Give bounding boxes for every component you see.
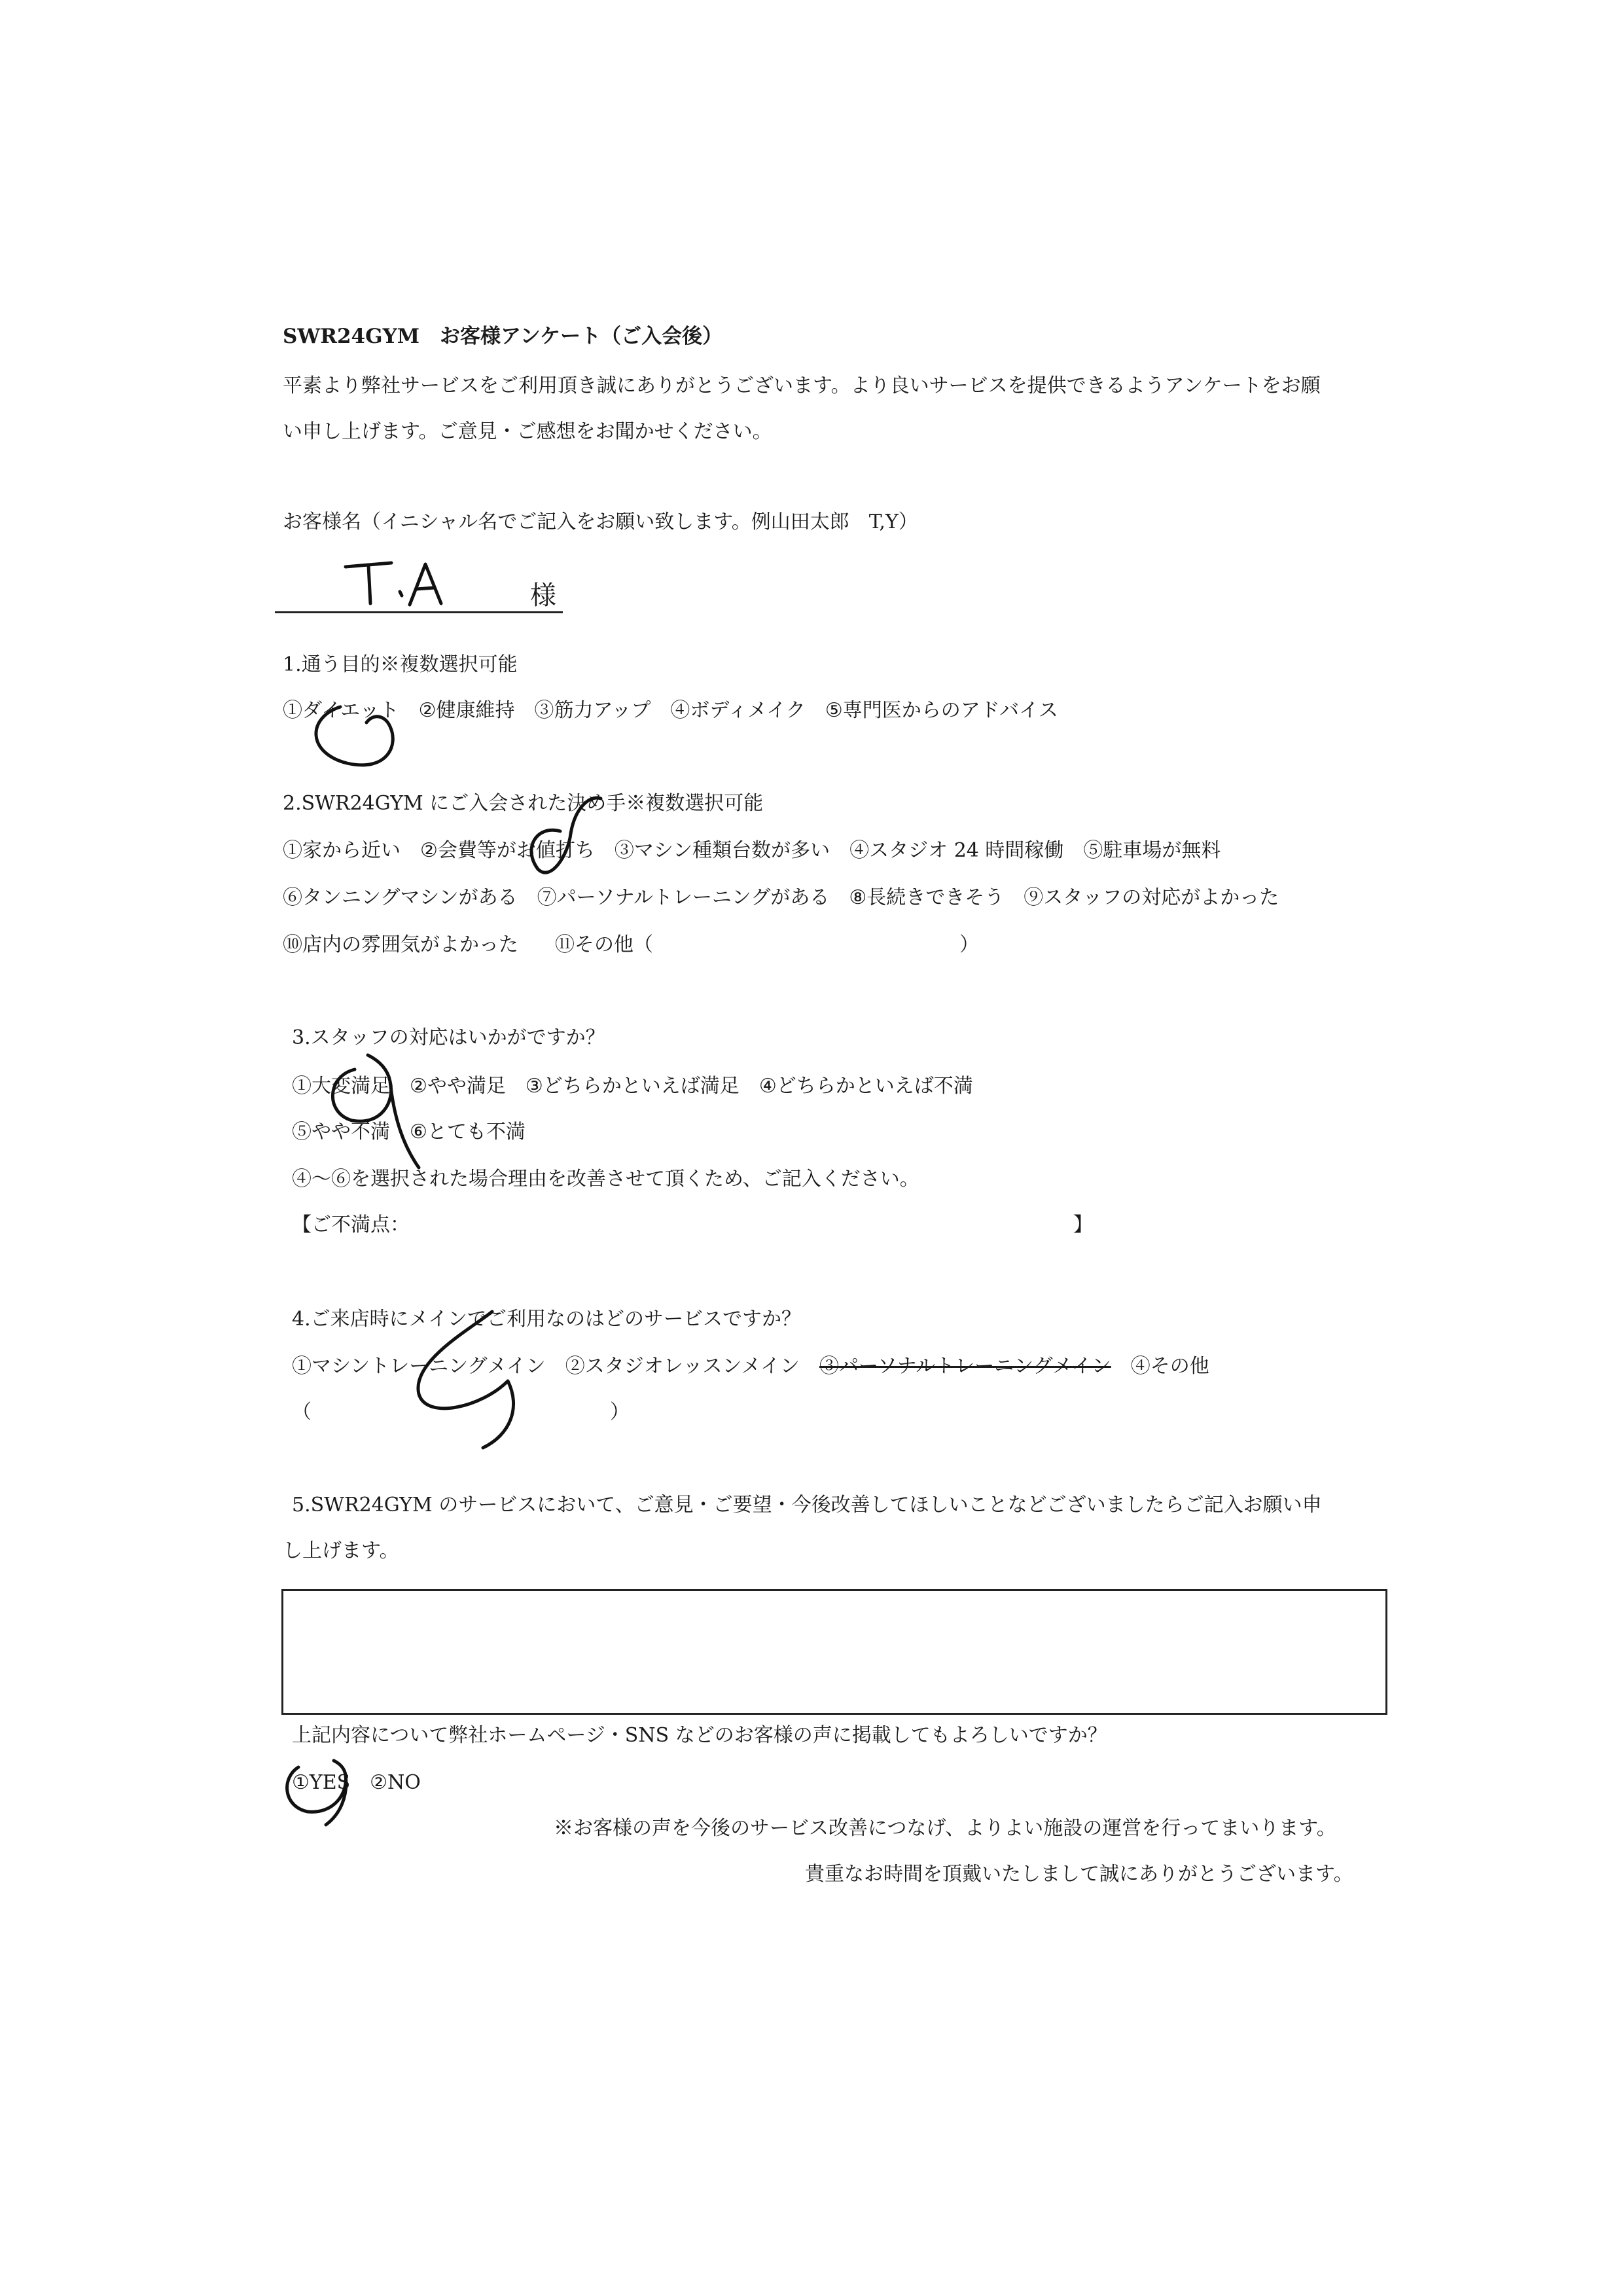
q2-option-1[interactable]: ①家から近い [283,839,401,862]
q3-option-4[interactable]: ④どちらかといえば不満 [758,1075,973,1098]
q2-option-5[interactable]: ⑤駐車場が無料 [1083,839,1221,862]
q2-option-3[interactable]: ③マシン種類台数が多い [614,839,830,862]
q5-heading-line-2: し上げます。 [283,1539,399,1562]
q1-options [283,699,1078,723]
name-underline [275,611,563,613]
q1-option-diet[interactable]: ①ダイエット [283,699,399,722]
q5-option-no[interactable]: ②NO [370,1771,421,1794]
handwritten-name-t-a [346,563,441,605]
q1-option-strength[interactable]: ③筋力アップ [534,699,651,722]
q3-option-6[interactable]: ⑥とても不満 [410,1121,526,1143]
q2-option-7[interactable]: ⑦パーソナルトレーニングがある [537,886,830,909]
q3-option-2[interactable]: ②やや満足 [410,1075,506,1098]
q4-selection-mark [418,1312,514,1448]
q3-option-1[interactable]: ①大変満足 [292,1075,390,1098]
q2-option-4[interactable]: ④スタジオ 24 時間稼働 [849,839,1064,862]
q2-option-6[interactable]: ⑥タンニングマシンがある [283,886,518,909]
intro-line-2: い申し上げます。ご意見・ご感想をお聞かせください。 [283,420,772,443]
q2-heading: 2.SWR24GYM にご入会された決め手※複数選択可能 [283,792,764,815]
q3-option-5[interactable]: ⑤やや不満 [292,1121,390,1143]
q5-permission-options [292,1771,440,1795]
q3-heading: 3.スタッフの対応はいかがですか？ [292,1026,605,1049]
q4-paren-open: （ [292,1401,312,1424]
q5-option-yes[interactable]: ①YES [292,1771,351,1794]
q2-option-8[interactable]: ⑧長続きできそう [849,886,1005,909]
q3-option-3[interactable]: ③どちらかといえば満足 [525,1075,740,1098]
q3-note: ④～⑥を選択された場合理由を改善させて頂くため、ご記入ください。 [292,1168,919,1191]
q4-options [292,1355,1229,1378]
q3-complaint-label: 【ご不満点： [292,1213,410,1236]
q3-row-2 [292,1121,545,1144]
q3-row-1 [292,1075,993,1098]
footer-line-1: ※お客様の声を今後のサービス改善につなげ、よりよい施設の運営を行ってまいります。 [554,1817,1336,1840]
q4-heading: 4.ご来店時にメインでご利用なのはどのサービスですか？ [292,1308,802,1331]
survey-title: SWR24GYM お客様アンケート（ご入会後） [283,325,723,348]
q4-option-personal[interactable]: ③パーソナルトレーニングメイン [819,1355,1111,1378]
q2-option-10[interactable]: ⑩店内の雰囲気がよかった [283,933,518,956]
customer-name-label: お客様名（イニシャル名でご記入をお願い致します。例山田太郎 T,Y） [283,511,918,533]
q2-other-close: ） [959,933,979,956]
q5-permission-question: 上記内容について弊社ホームページ・SNS などのお客様の声に掲載してもよろしいですか？ [292,1724,1107,1747]
q4-option-studio[interactable]: ②スタジオレッスンメイン [565,1355,800,1378]
q3-selection-mark [332,1055,419,1168]
q2-option-2[interactable]: ②会費等がお値打ち [420,839,595,862]
q3-complaint-close: 】 [1073,1213,1093,1236]
q4-paren-close: ） [610,1401,630,1424]
q2-row-1 [283,839,1240,863]
q1-option-bodymake[interactable]: ④ボディメイク [670,699,806,722]
q1-option-health[interactable]: ②健康維持 [418,699,515,722]
honorific-sama: 様 [530,581,556,611]
q5-heading-line-1: 5.SWR24GYM のサービスにおいて、ご意見・ご要望・今後改善してほしいことなどございましたらご記入お願い申 [292,1494,1322,1516]
intro-line-1: 平素より弊社サービスをご利用頂き誠にありがとうございます。より良いサービスを提供できるようアンケートをお願 [283,374,1321,397]
q1-heading: 1.通う目的※複数選択可能 [283,653,518,676]
footer-line-2: 貴重なお時間を頂戴いたしまして誠にありがとうございます。 [805,1863,1353,1886]
q5-comment-box[interactable] [281,1589,1387,1715]
q2-row-2 [283,886,1298,910]
q4-option-other[interactable]: ④その他 [1130,1355,1209,1378]
q4-option-machine[interactable]: ①マシントレーニングメイン [292,1355,546,1378]
q2-option-9[interactable]: ⑨スタッフの対応がよかった [1024,886,1279,909]
q2-option-11[interactable]: ⑪その他（ [555,933,653,956]
q1-option-doctor[interactable]: ⑤専門医からのアドバイス [825,699,1058,722]
